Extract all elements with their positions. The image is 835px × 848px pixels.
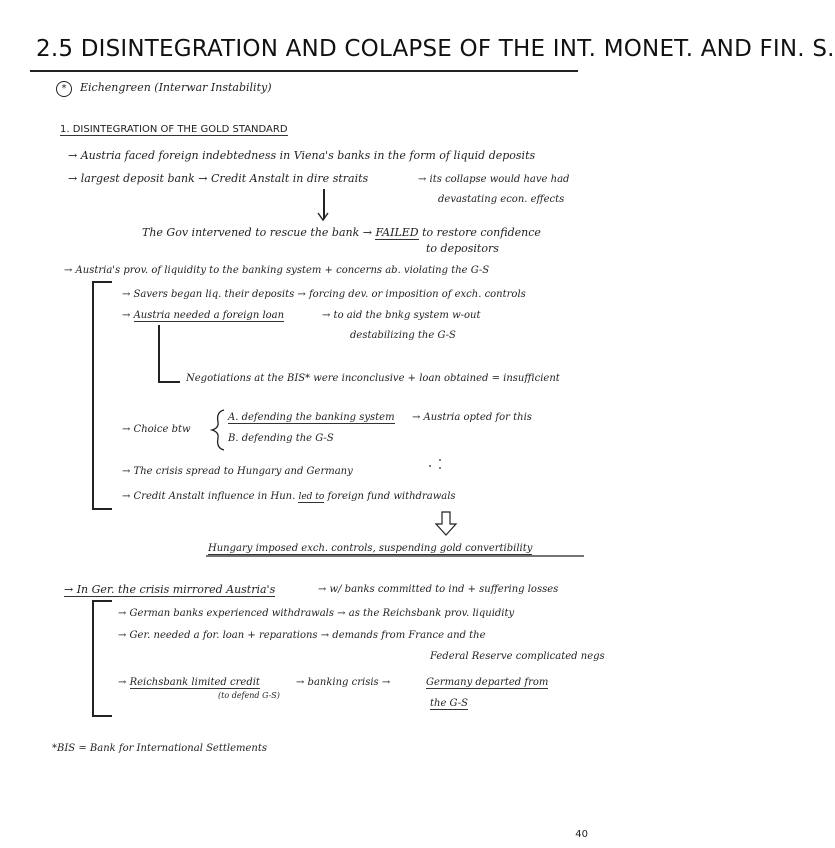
ca-text-b: foreign fund withdrawals <box>327 491 456 502</box>
down-arrow-icon <box>318 213 328 220</box>
choice-b: B. defending the G-S <box>228 433 334 444</box>
intro-reference: Eichengreen (Interwar Instability) <box>80 81 272 94</box>
page-title: 2.5 DISINTEGRATION AND COLAPSE OF THE INT. MONET. AND FIN. S. <box>36 36 835 62</box>
deposit-bank-text: → largest deposit bank → Credit Anstalt in dire straits <box>68 172 369 185</box>
aid-banking-line: → to aid the bnkg system w-out <box>322 310 481 321</box>
section1-heading: 1. DISINTEGRATION OF THE GOLD STANDARD <box>60 124 288 135</box>
negotiations-line: Negotiations at the BIS* were inconclusive + loan obtained = insufficient <box>186 373 560 384</box>
foreign-loan-text: Austria needed a foreign loan <box>133 310 285 321</box>
gov-depositors: to depositors <box>426 242 499 255</box>
footnote: *BIS = Bank for International Settlements <box>52 743 267 754</box>
ca-text-a: → Credit Anstalt influence in Hun. <box>122 491 296 502</box>
federal-reserve-line: Federal Reserve complicated negs <box>430 651 605 662</box>
failed-label: FAILED <box>375 226 419 239</box>
hollow-down-arrow-icon <box>436 512 456 535</box>
banking-crisis-line: → banking crisis → <box>296 677 391 688</box>
choice-brace-icon <box>212 410 224 450</box>
savers-line: → Savers began liq. their deposits → forcing dev. or imposition of exch. controls <box>122 289 526 300</box>
german-loan-line: → Ger. needed a for. loan + reparations → demands from France and the <box>118 630 486 641</box>
germany-departed: Germany departed from <box>426 677 549 688</box>
gov-text-b: to restore confidence <box>418 226 541 239</box>
austria-liquidity-line: → Austria's prov. of liquidity to the banking system + concerns ab. violating the G-S <box>64 265 490 276</box>
austria-line: → Austria faced foreign indebtedness in Viena's banks in the form of liquid deposits <box>68 149 536 162</box>
reichsbank-defend: (to defend G-S) <box>218 691 280 700</box>
germany-text-b: → w/ banks committed to ind + suffering losses <box>318 584 559 595</box>
crisis-spread-line: → The crisis spread to Hungary and Germany <box>122 466 353 477</box>
led-to-label: led to <box>298 492 325 502</box>
choice-label: → Choice btw <box>122 424 191 435</box>
dot-mark <box>429 465 431 467</box>
collapse-effects: devastating econ. effects <box>438 194 565 205</box>
germany-text-a: → In Ger. the crisis mirrored Austria's <box>64 583 276 596</box>
page-number: 40 <box>575 829 588 840</box>
choice-a: A. defending the banking system <box>228 412 395 423</box>
asterisk-circle-icon: * <box>56 81 72 97</box>
germany-departed-gs: the G-S <box>430 698 468 709</box>
german-withdrawals-line: → German banks experienced withdrawals → as the Reichsbank prov. liquidity <box>118 608 515 619</box>
dot-mark <box>439 467 441 469</box>
gov-text-a: The Gov intervened to rescue the bank → <box>142 226 376 239</box>
foreign-loan-line: → Austria needed a foreign loan <box>122 310 285 321</box>
dot-mark <box>439 459 441 461</box>
reichsbank-text: Reichsbank limited credit <box>129 677 260 688</box>
choice-result: → Austria opted for this <box>412 412 532 423</box>
reichsbank-line: → Reichsbank limited credit <box>118 677 260 688</box>
hungary-line: Hungary imposed exch. controls, suspending gold convertibility <box>208 543 533 554</box>
collapse-line: → its collapse would have had <box>418 174 570 185</box>
aid-banking-cont: destabilizing the G-S <box>350 330 456 341</box>
